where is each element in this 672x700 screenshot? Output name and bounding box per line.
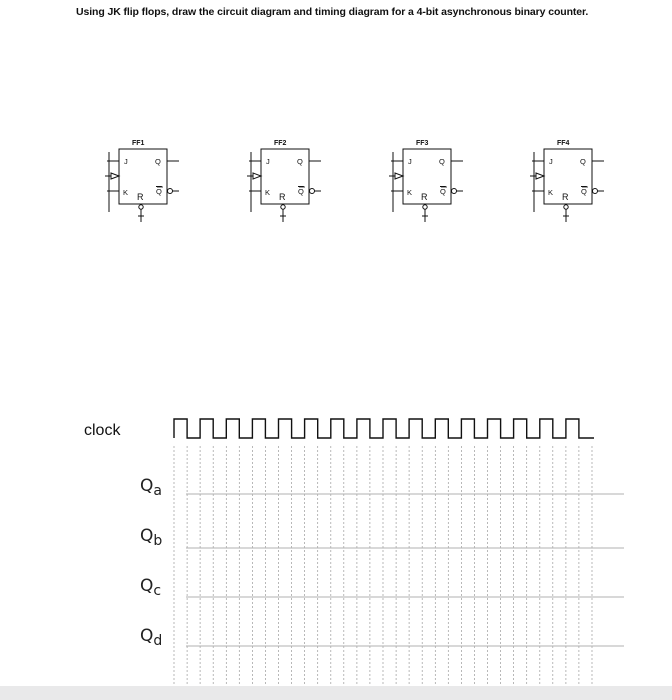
signal-name: Q	[140, 626, 154, 646]
clock-label: clock	[84, 422, 121, 439]
page-footer-bar	[0, 686, 672, 700]
r-pin: R	[421, 192, 428, 202]
signal-name: Q	[140, 476, 154, 496]
qbar-pin: $\overline{Q}$	[156, 187, 162, 196]
j-pin: J	[266, 157, 270, 166]
r-pin: R	[137, 192, 144, 202]
j-pin: J	[408, 157, 412, 166]
r-pin: R	[279, 192, 286, 202]
qbar-pin: $\overline{Q}$	[581, 187, 587, 196]
ff-name: FF3	[416, 140, 429, 147]
signal-name: Q	[140, 576, 154, 596]
q-pin: Q	[297, 157, 303, 166]
k-pin: K	[548, 188, 554, 197]
q-pin: Q	[580, 157, 586, 166]
k-pin: K	[407, 188, 413, 197]
k-pin: K	[265, 188, 271, 197]
timing-grid	[174, 446, 592, 686]
r-pin: R	[562, 192, 569, 202]
ff-name: FF2	[274, 140, 287, 147]
question-text: Using JK flip flops, draw the circuit diagram and timing diagram for a 4-bit asynchronous binary counter.	[76, 6, 589, 18]
signal-subscript: b	[153, 533, 163, 549]
ff-name: FF4	[557, 140, 570, 147]
signal-subscript: d	[153, 633, 163, 649]
signal-name: Q	[140, 526, 154, 546]
signal-subscript: c	[153, 583, 162, 599]
signal-subscript: a	[153, 483, 162, 499]
qbar-pin: $\overline{Q}$	[440, 187, 446, 196]
k-pin: K	[123, 188, 129, 197]
ff-name: FF1	[132, 140, 145, 147]
signal-baselines	[186, 494, 624, 646]
clock-waveform	[174, 419, 594, 438]
q-pin: Q	[439, 157, 445, 166]
qbar-pin: $\overline{Q}$	[298, 187, 304, 196]
q-pin: Q	[155, 157, 161, 166]
j-pin: J	[549, 157, 553, 166]
j-pin: J	[124, 157, 128, 166]
